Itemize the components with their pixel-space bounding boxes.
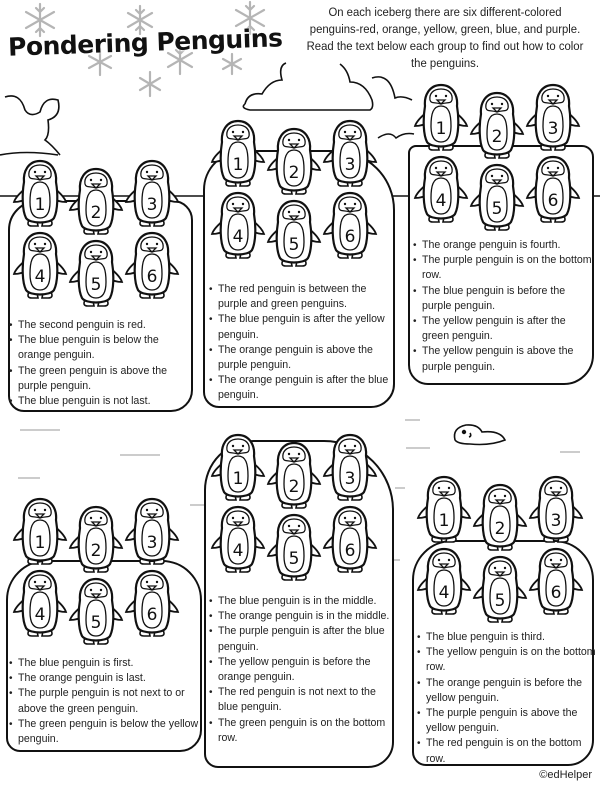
cloud-left xyxy=(0,96,60,155)
penguin-number: 2 xyxy=(288,477,300,497)
clue: • The purple penguin is after the blue penguin. xyxy=(208,624,394,654)
clue: • The orange penguin is before the yellow penguin. xyxy=(416,676,596,706)
clue: • The blue penguin is first. xyxy=(8,656,200,671)
seal-icon xyxy=(454,425,505,445)
penguin-icon xyxy=(322,432,378,504)
penguin-icon xyxy=(68,504,124,576)
penguin-icon xyxy=(68,166,124,238)
penguin-number: 6 xyxy=(344,227,356,247)
bird-icon xyxy=(378,134,414,139)
clue: • The blue penguin is in the middle. xyxy=(208,594,394,609)
penguin-icon xyxy=(12,568,68,640)
penguin-2[interactable] xyxy=(469,90,525,162)
penguin-icon xyxy=(210,190,266,262)
penguin-3[interactable] xyxy=(528,474,584,546)
penguin-number: 6 xyxy=(547,191,559,211)
penguin-icon xyxy=(12,230,68,302)
penguin-6[interactable] xyxy=(322,190,378,262)
penguin-number: 1 xyxy=(232,155,244,175)
clue: • The yellow penguin is above the purple penguin. xyxy=(412,344,594,374)
penguin-number: 6 xyxy=(550,583,562,603)
penguin-1[interactable] xyxy=(416,474,472,546)
clue: • The green penguin is below the yellow penguin. xyxy=(8,717,200,747)
clue-list-2 xyxy=(208,282,393,404)
penguin-number: 2 xyxy=(90,203,102,223)
clue: • The yellow penguin is on the bottom row. xyxy=(416,645,596,675)
penguin-icon xyxy=(124,568,180,640)
penguin-icon xyxy=(266,198,322,270)
penguin-grid-5 xyxy=(210,432,378,576)
penguin-3[interactable] xyxy=(322,432,378,504)
penguin-icon xyxy=(528,546,584,618)
penguin-icon xyxy=(124,158,180,230)
copyright-credit: ©edHelper xyxy=(539,769,592,781)
penguin-number: 3 xyxy=(550,511,562,531)
penguin-number: 3 xyxy=(344,469,356,489)
penguin-4[interactable] xyxy=(413,154,469,226)
penguin-6[interactable] xyxy=(124,230,180,302)
penguin-grid-1 xyxy=(12,158,180,302)
penguin-icon xyxy=(528,474,584,546)
penguin-number: 5 xyxy=(90,275,102,295)
penguin-icon xyxy=(68,238,124,310)
penguin-icon xyxy=(124,230,180,302)
penguin-icon xyxy=(210,432,266,504)
penguin-number: 5 xyxy=(288,549,300,569)
clue: • The red penguin is on the bottom row. xyxy=(416,736,596,766)
penguin-icon xyxy=(266,512,322,584)
penguin-number: 4 xyxy=(435,191,447,211)
penguin-3[interactable] xyxy=(525,82,581,154)
penguin-icon xyxy=(472,554,528,626)
clue: • The green penguin is on the bottom row. xyxy=(208,716,394,746)
title-area xyxy=(0,0,290,90)
penguin-icon xyxy=(525,154,581,226)
clue-list-6 xyxy=(416,630,596,767)
penguin-icon xyxy=(210,118,266,190)
penguin-5[interactable] xyxy=(68,576,124,648)
penguin-icon xyxy=(413,154,469,226)
clue: • The orange penguin is after the blue penguin. xyxy=(208,373,393,403)
penguin-3[interactable] xyxy=(124,158,180,230)
penguin-grid-4 xyxy=(12,496,180,640)
clue: • The blue penguin is below the orange penguin. xyxy=(8,333,193,363)
clue: • The orange penguin is last. xyxy=(8,671,200,686)
clue-list-3 xyxy=(412,238,594,375)
penguin-grid-2 xyxy=(210,118,378,262)
penguin-2[interactable] xyxy=(266,440,322,512)
penguin-number: 1 xyxy=(232,469,244,489)
penguin-number: 5 xyxy=(491,199,503,219)
penguin-number: 1 xyxy=(34,195,46,215)
penguin-icon xyxy=(210,504,266,576)
penguin-number: 2 xyxy=(494,519,506,539)
penguin-1[interactable] xyxy=(210,118,266,190)
penguin-1[interactable] xyxy=(210,432,266,504)
penguin-number: 4 xyxy=(34,605,46,625)
page-title: Pondering Penguins xyxy=(7,23,283,62)
penguin-number: 2 xyxy=(90,541,102,561)
penguin-number: 6 xyxy=(344,541,356,561)
penguin-icon xyxy=(68,576,124,648)
penguin-number: 3 xyxy=(146,195,158,215)
clue-list-4 xyxy=(8,656,200,747)
penguin-number: 3 xyxy=(344,155,356,175)
penguin-5[interactable] xyxy=(266,512,322,584)
penguin-2[interactable] xyxy=(68,166,124,238)
penguin-2[interactable] xyxy=(266,126,322,198)
clue: • The yellow penguin is after the green penguin. xyxy=(412,314,594,344)
penguin-icon xyxy=(12,158,68,230)
penguin-number: 6 xyxy=(146,605,158,625)
penguin-1[interactable] xyxy=(12,496,68,568)
penguin-number: 4 xyxy=(34,267,46,287)
penguin-6[interactable] xyxy=(322,504,378,576)
penguin-6[interactable] xyxy=(525,154,581,226)
clue: • The purple penguin is not next to or above the green penguin. xyxy=(8,686,200,716)
penguin-5[interactable] xyxy=(266,198,322,270)
penguin-icon xyxy=(12,496,68,568)
penguin-5[interactable] xyxy=(472,554,528,626)
instructions-text: On each iceberg there are six different-colored penguins-red, orange, yellow, green, blue, and purple. Read the text below each group to find out how to color the penguins. xyxy=(306,5,584,70)
penguin-number: 5 xyxy=(90,613,102,633)
penguin-6[interactable] xyxy=(528,546,584,618)
penguin-icon xyxy=(469,162,525,234)
penguin-4[interactable] xyxy=(210,504,266,576)
clue: • The red penguin is between the purple and green penguins. xyxy=(208,282,393,312)
penguin-4[interactable] xyxy=(12,230,68,302)
clue: • The blue penguin is after the yellow penguin. xyxy=(208,312,393,342)
penguin-icon xyxy=(472,482,528,554)
penguin-4[interactable] xyxy=(12,568,68,640)
penguin-number: 3 xyxy=(146,533,158,553)
penguin-icon xyxy=(266,440,322,512)
penguin-number: 4 xyxy=(232,541,244,561)
penguin-icon xyxy=(322,190,378,262)
penguin-icon xyxy=(124,496,180,568)
penguin-number: 5 xyxy=(494,591,506,611)
penguin-icon xyxy=(413,82,469,154)
penguin-icon xyxy=(322,118,378,190)
clue: • The orange penguin is fourth. xyxy=(412,238,594,253)
penguin-icon xyxy=(322,504,378,576)
clue: • The blue penguin is before the purple penguin. xyxy=(412,284,594,314)
penguin-number: 1 xyxy=(435,119,447,139)
clue: • The orange penguin is above the purple penguin. xyxy=(208,343,393,373)
penguin-5[interactable] xyxy=(68,238,124,310)
penguin-icon xyxy=(525,82,581,154)
penguin-grid-3 xyxy=(413,82,581,226)
penguin-1[interactable] xyxy=(12,158,68,230)
penguin-number: 2 xyxy=(288,163,300,183)
penguin-4[interactable] xyxy=(416,546,472,618)
penguin-number: 4 xyxy=(232,227,244,247)
clue: • The orange penguin is in the middle. xyxy=(208,609,394,624)
clue: • The second penguin is red. xyxy=(8,318,193,333)
penguin-number: 1 xyxy=(34,533,46,553)
penguin-icon xyxy=(469,90,525,162)
clue: • The blue penguin is third. xyxy=(416,630,596,645)
penguin-2[interactable] xyxy=(472,482,528,554)
clue-list-5 xyxy=(208,594,394,746)
penguin-2[interactable] xyxy=(68,504,124,576)
penguin-3[interactable] xyxy=(322,118,378,190)
penguin-number: 3 xyxy=(547,119,559,139)
penguin-icon xyxy=(416,474,472,546)
penguin-number: 5 xyxy=(288,235,300,255)
penguin-number: 1 xyxy=(438,511,450,531)
penguin-4[interactable] xyxy=(210,190,266,262)
clue: • The purple penguin is above the yellow penguin. xyxy=(416,706,596,736)
penguin-icon xyxy=(416,546,472,618)
clue: • The red penguin is not next to the blue penguin. xyxy=(208,685,394,715)
clue: • The yellow penguin is before the orange penguin. xyxy=(208,655,394,685)
penguin-number: 2 xyxy=(491,127,503,147)
penguin-6[interactable] xyxy=(124,568,180,640)
penguin-grid-6 xyxy=(416,474,584,618)
penguin-number: 4 xyxy=(438,583,450,603)
penguin-1[interactable] xyxy=(413,82,469,154)
clue-list-1 xyxy=(8,318,193,409)
penguin-5[interactable] xyxy=(469,162,525,234)
clue: • The blue penguin is not last. xyxy=(8,394,193,409)
clue: • The purple penguin is on the bottom row. xyxy=(412,253,594,283)
penguin-3[interactable] xyxy=(124,496,180,568)
clue: • The green penguin is above the purple penguin. xyxy=(8,364,193,394)
penguin-number: 6 xyxy=(146,267,158,287)
penguin-icon xyxy=(266,126,322,198)
